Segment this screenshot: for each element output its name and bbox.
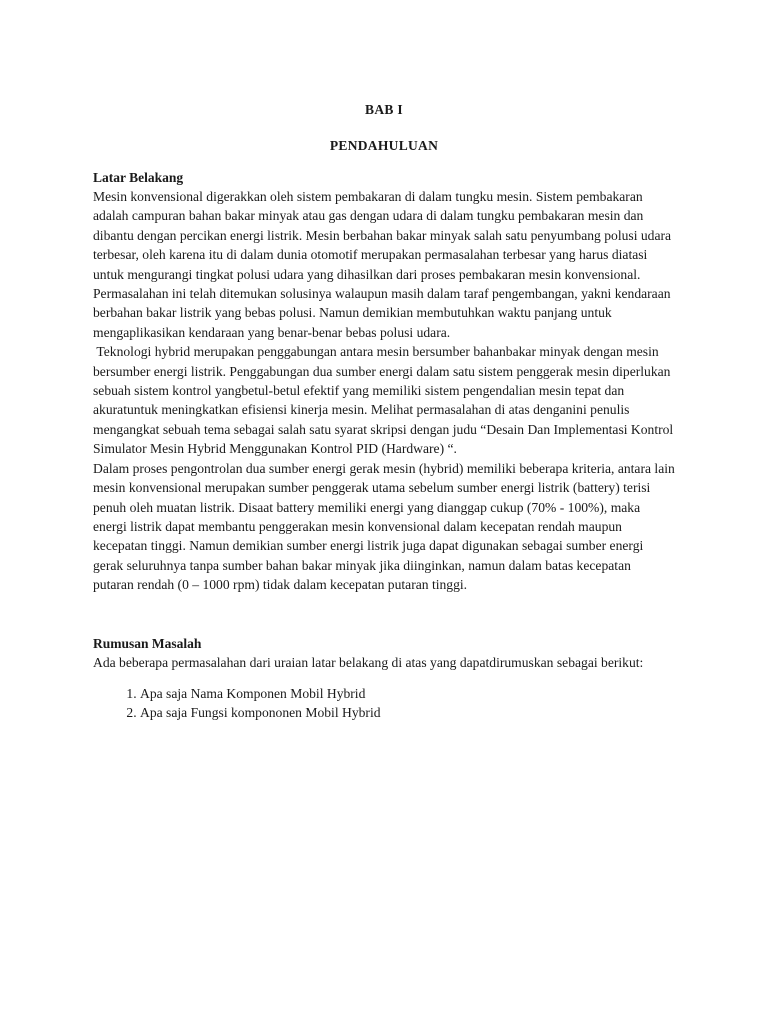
- document-page: [93, 101, 675, 723]
- chapter-number: BAB I: [365, 102, 403, 117]
- paragraph-rumusan-intro: Ada beberapa permasalahan dari uraian latar belakang di atas yang dapatdirumuskan sebagai berikut:: [93, 654, 644, 670]
- question-list: [93, 684, 675, 723]
- list-item: 1. Apa saja Nama Komponen Mobil Hybrid: [140, 684, 675, 703]
- list-item: 2. Apa saja Fungsi kompononen Mobil Hybrid: [140, 703, 675, 722]
- paragraph-latar-1: Mesin konvensional digerakkan oleh sistem pembakaran di dalam tungku mesin. Sistem pembakaran adalah campuran bahan bakar minyak atau gas dengan udara di dalam tungku pembakaran mesin dan dibantu dengan percikan energi listrik. Mesin berbahan bakar minyak salah satu penyumbang polusi udara terbesar, oleh karena itu di dalam dunia otomotif merupakan permasalahan terbesar yang harus diatasi untuk mengurangi tingkat polusi udara yang dihasilkan dari proses pembakaran mesin konvensional. Permasalahan ini telah ditemukan solusinya walaupun masih dalam taraf pengembangan, yakni kendaraan berbahan bakar listrik yang bebas polusi. Namun demikian membutuhkan waktu panjang untuk mengaplikasikan kendaraan yang benar-benar bebas polusi udara.: [93, 189, 672, 340]
- section-heading-rumusan-masalah: Rumusan Masalah: [93, 635, 202, 651]
- paragraph-latar-2: Teknologi hybrid merupakan penggabungan antara mesin bersumber bahanbakar minyak dengan mesin bersumber energi listrik. Penggabungan dua sumber energi dalam satu sistem penggerak mesin diperlukan sebuah sistem kontrol yangbetul-betul efektif yang memiliki sistem pengendalian mesin tepat dan akuratuntuk meningkatkan efisiensi kinerja mesin. Melihat permasalahan di atas denganini penulis mengangkat sebuah tema sebagai salah satu syarat skripsi dengan judu “Desain Dan Implementasi Kontrol Simulator Mesin Hybrid Menggunakan Kontrol PID (Hardware) “.: [93, 344, 677, 457]
- paragraph-latar-3: Dalam proses pengontrolan dua sumber energi gerak mesin (hybrid) memiliki beberapa kriteria, antara lain mesin konvensional merupakan sumber penggerak utama sebelum sumber energi listrik (battery) terisi penuh oleh muatan listrik. Disaat battery memiliki energi yang dianggap cukup (70% - 100%), maka energi listrik dapat membantu penggerakan mesin konvensional dalam kecepatan rendah maupun kecepatan tinggi. Namun demikian sumber energi listrik juga dapat digunakan sebagai sumber energi gerak seluruhnya tanpa sumber bahan bakar minyak jika diinginkan, namun dalam batas kecepatan putaran rendah (0 – 1000 rpm) tidak dalam kecepatan putaran tinggi.: [93, 460, 675, 593]
- section-heading-latar-belakang: Latar Belakang: [93, 170, 184, 185]
- chapter-title: PENDAHULUAN: [329, 138, 439, 153]
